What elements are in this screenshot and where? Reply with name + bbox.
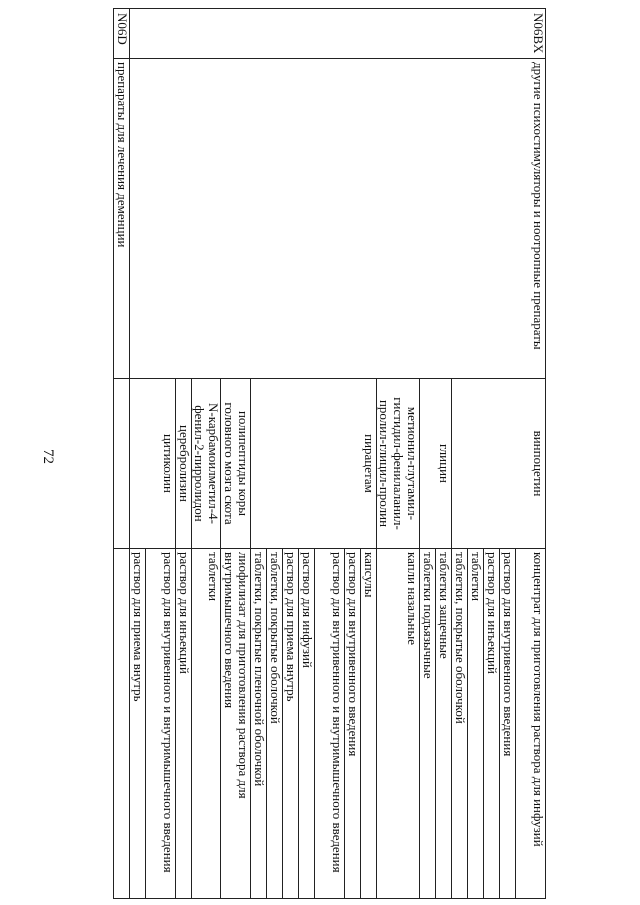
drug-table: [113, 8, 546, 899]
rotated-page: [94, 8, 546, 898]
dosage-form: капсулы: [361, 549, 377, 899]
dosage-form: таблетки, покрытые оболочкой: [267, 549, 283, 899]
inn-name: глицин: [420, 379, 452, 549]
form-cell: [114, 549, 130, 899]
dosage-form: раствор для инъекций: [484, 549, 500, 899]
dosage-form: таблетки, покрытые оболочкой: [452, 549, 468, 899]
dosage-form: раствор для приема внутрь: [283, 549, 299, 899]
dosage-form: таблетки: [468, 549, 484, 899]
dosage-form: таблетки: [192, 549, 221, 899]
group-code: N06D: [114, 9, 130, 59]
dosage-form: концентрат для приготовления раствора для инфузий: [516, 549, 546, 899]
dosage-form: раствор для внутривенного и внутримышечного введения: [315, 549, 345, 899]
dosage-form: лиофилизат для приготовления раствора для внутримышечного введения: [221, 549, 251, 899]
inn-name: цитиколин: [130, 379, 176, 549]
inn-name: винпоцетин: [452, 379, 546, 549]
group-name: препараты для лечения деменции: [114, 59, 130, 379]
dosage-form: раствор для внутривенного введения: [500, 549, 516, 899]
dosage-form: раствор для инфузий: [299, 549, 315, 899]
page-number: 72: [40, 449, 56, 464]
group-code: N06BX: [130, 9, 546, 59]
dosage-form: раствор для внутривенного и внутримышечного введения: [146, 549, 176, 899]
drug-table-body: [114, 9, 546, 899]
inn-name: пирацетам: [251, 379, 377, 549]
inn-name: N-карбамоилметил-4-фенил-2-пирролидон: [192, 379, 221, 549]
dosage-form: раствор для приема внутрь: [130, 549, 146, 899]
inn-name: полипептиды коры головного мозга скота: [221, 379, 251, 549]
dosage-form: таблетки подъязычные: [420, 549, 436, 899]
dosage-form: таблетки, покрытые пленочной оболочкой: [251, 549, 267, 899]
inn-name: церебролизин: [176, 379, 192, 549]
dosage-form: капли назальные: [377, 549, 420, 899]
inn-name: метионил-глутамил-гистидил-фенилаланил-пролил-глицил-пролин: [377, 379, 420, 549]
group-name: другие психостимуляторы и ноотропные препараты: [130, 59, 546, 379]
table-row: [114, 9, 130, 899]
dosage-form: раствор для внутривенного введения: [345, 549, 361, 899]
dosage-form: таблетки защечные: [436, 549, 452, 899]
dosage-form: раствор для инъекций: [176, 549, 192, 899]
table-row: [516, 9, 546, 899]
inn-cell: [114, 379, 130, 549]
